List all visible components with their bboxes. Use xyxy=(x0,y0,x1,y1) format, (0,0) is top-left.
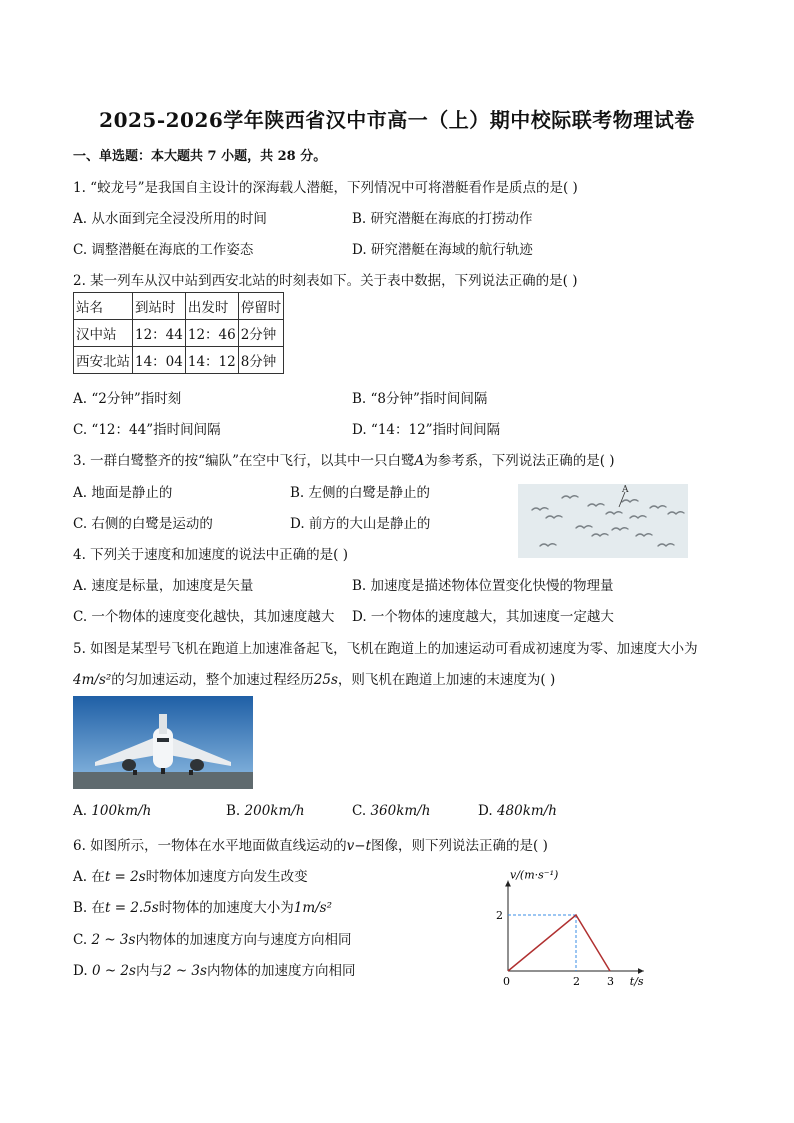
option-text: B. 在 xyxy=(73,900,106,916)
vt-chart xyxy=(490,858,670,993)
option-text: 内物体的加速度方向与速度方向相同 xyxy=(135,932,352,948)
q3-option-d: D. 前方的大山是静止的 xyxy=(290,516,431,532)
option-text: A. 在 xyxy=(73,869,105,885)
table-cell: 14：12 xyxy=(185,347,238,374)
q5-option-d xyxy=(478,803,557,819)
math-value: 100km/h xyxy=(91,803,152,819)
q3-option-b: B. 左侧的白鹭是静止的 xyxy=(290,485,431,501)
question-1-stem: 1. “蛟龙号”是我国自主设计的深海载人潜艇，下列情况中可将潜艇看作是质点的是( ) xyxy=(73,180,578,196)
option-text: D. xyxy=(73,963,92,979)
math-var: t = 2.5s xyxy=(105,900,159,916)
table-cell: 8分钟 xyxy=(238,347,284,374)
table-row xyxy=(74,347,284,374)
stem-text: 6. 如图所示，一物体在水平地面做直线运动的 xyxy=(73,838,347,854)
timetable xyxy=(73,292,284,374)
q2-option-d: D. “14：12”指时间间隔 xyxy=(352,422,501,438)
question-4-stem: 4. 下列关于速度和加速度的说法中正确的是( ) xyxy=(73,547,348,563)
option-text: C. xyxy=(73,932,92,948)
table-cell: 2分钟 xyxy=(238,320,284,347)
q4-option-b: B. 加速度是描述物体位置变化快慢的物理量 xyxy=(352,578,614,594)
q2-option-c: C. “12：44”指时间间隔 xyxy=(73,422,221,438)
stem-text: 的匀加速运动，整个加速过程经历 xyxy=(111,672,314,688)
math-var: t = 2s xyxy=(104,869,146,885)
stem-text: 3. 一群白鹭整齐的按“编队”在空中飞行，以其中一只白鹭 xyxy=(73,453,415,469)
math-value: 4m/s² xyxy=(73,672,112,688)
table-header: 站名 xyxy=(74,293,133,320)
x-tick-label: 3 xyxy=(607,975,614,988)
math-value: 25s xyxy=(313,672,338,688)
q5-option-c xyxy=(352,803,430,819)
option-text: 时物体的加速度大小为 xyxy=(158,900,294,916)
option-letter: D. xyxy=(478,803,497,819)
math-value: 480km/h xyxy=(496,803,557,819)
table-header: 到站时 xyxy=(133,293,186,320)
question-3-stem xyxy=(73,449,615,469)
table-cell: 12：46 xyxy=(185,320,238,347)
table-cell: 14：04 xyxy=(133,347,186,374)
y-axis-label: v/(m·s⁻¹) xyxy=(510,868,559,882)
math-value: 200km/h xyxy=(244,803,305,819)
table-cell: 西安北站 xyxy=(74,347,133,374)
airplane-photo xyxy=(73,696,253,789)
section-heading: 一、单选题：本大题共 7 小题，共 28 分。 xyxy=(73,149,327,164)
x-tick-label: 0 xyxy=(503,975,510,988)
q6-option-a xyxy=(73,865,308,885)
table-cell: 12：44 xyxy=(133,320,186,347)
question-6-stem xyxy=(73,834,548,854)
q2-option-a: A. “2分钟”指时刻 xyxy=(73,391,182,407)
q2-option-b: B. “8分钟”指时间间隔 xyxy=(352,391,488,407)
math-var: 0 ~ 2s xyxy=(91,963,136,979)
stem-text: ，则飞机在跑道上加速的末速度为( ) xyxy=(337,672,556,688)
velocity-series-line xyxy=(508,915,610,971)
question-5-stem-cont xyxy=(73,668,555,688)
page-title: 2025-2026学年陕西省汉中市高一（上）期中校际联考物理试卷 xyxy=(99,108,695,132)
option-text: 内与 xyxy=(135,963,163,979)
q1-option-d: D. 研究潜艇在海域的航行轨迹 xyxy=(352,242,533,258)
question-2-stem: 2. 某一列车从汉中站到西安北站的时刻表如下。关于表中数据，下列说法正确的是( ) xyxy=(73,273,578,289)
option-letter: C. xyxy=(352,803,371,819)
table-row xyxy=(74,320,284,347)
q3-option-c: C. 右侧的白鹭是运动的 xyxy=(73,516,213,532)
q6-option-d xyxy=(73,959,355,979)
table-header: 停留时 xyxy=(238,293,284,320)
q4-option-c: C. 一个物体的速度变化越快，其加速度越大 xyxy=(73,609,335,625)
option-letter: A. xyxy=(73,803,92,819)
question-5-stem: 5. 如图是某型号飞机在跑道上加速准备起飞，飞机在跑道上的加速运动可看成初速度为零、加速度大小为 xyxy=(73,641,698,657)
q5-option-a xyxy=(73,803,151,819)
math-var: 2 ~ 3s xyxy=(91,932,136,948)
q1-option-b: B. 研究潜艇在海底的打捞动作 xyxy=(352,211,533,227)
table-header-row xyxy=(74,293,284,320)
math-value: 1m/s² xyxy=(293,900,333,916)
egrets-figure xyxy=(518,484,688,558)
table-header: 出发时 xyxy=(185,293,238,320)
option-text: 时物体加速度方向发生改变 xyxy=(145,869,308,885)
q1-option-c: C. 调整潜艇在海底的工作姿态 xyxy=(73,242,254,258)
option-letter: B. xyxy=(226,803,245,819)
stem-text: 图像，则下列说法正确的是( ) xyxy=(371,838,548,854)
q4-option-d: D. 一个物体的速度越大，其加速度一定越大 xyxy=(352,609,614,625)
math-var: v−t xyxy=(346,838,372,854)
q6-option-b xyxy=(73,896,332,916)
x-axis-label: t/s xyxy=(629,975,644,988)
y-tick-label: 2 xyxy=(496,909,503,922)
q1-option-a: A. 从水面到完全浸没所用的时间 xyxy=(73,211,267,227)
q5-option-b xyxy=(226,803,305,819)
x-tick-label: 2 xyxy=(573,975,580,988)
egret-a-label: A xyxy=(622,485,629,495)
q6-option-c xyxy=(73,928,351,948)
q3-option-a: A. 地面是静止的 xyxy=(73,485,173,501)
table-cell: 汉中站 xyxy=(74,320,133,347)
math-var: A xyxy=(414,453,425,469)
option-text: 内物体的加速度方向相同 xyxy=(206,963,356,979)
q4-option-a: A. 速度是标量，加速度是矢量 xyxy=(73,578,254,594)
math-value: 360km/h xyxy=(370,803,431,819)
math-var: 2 ~ 3s xyxy=(162,963,207,979)
stem-text: 为参考系，下列说法正确的是( ) xyxy=(424,453,615,469)
